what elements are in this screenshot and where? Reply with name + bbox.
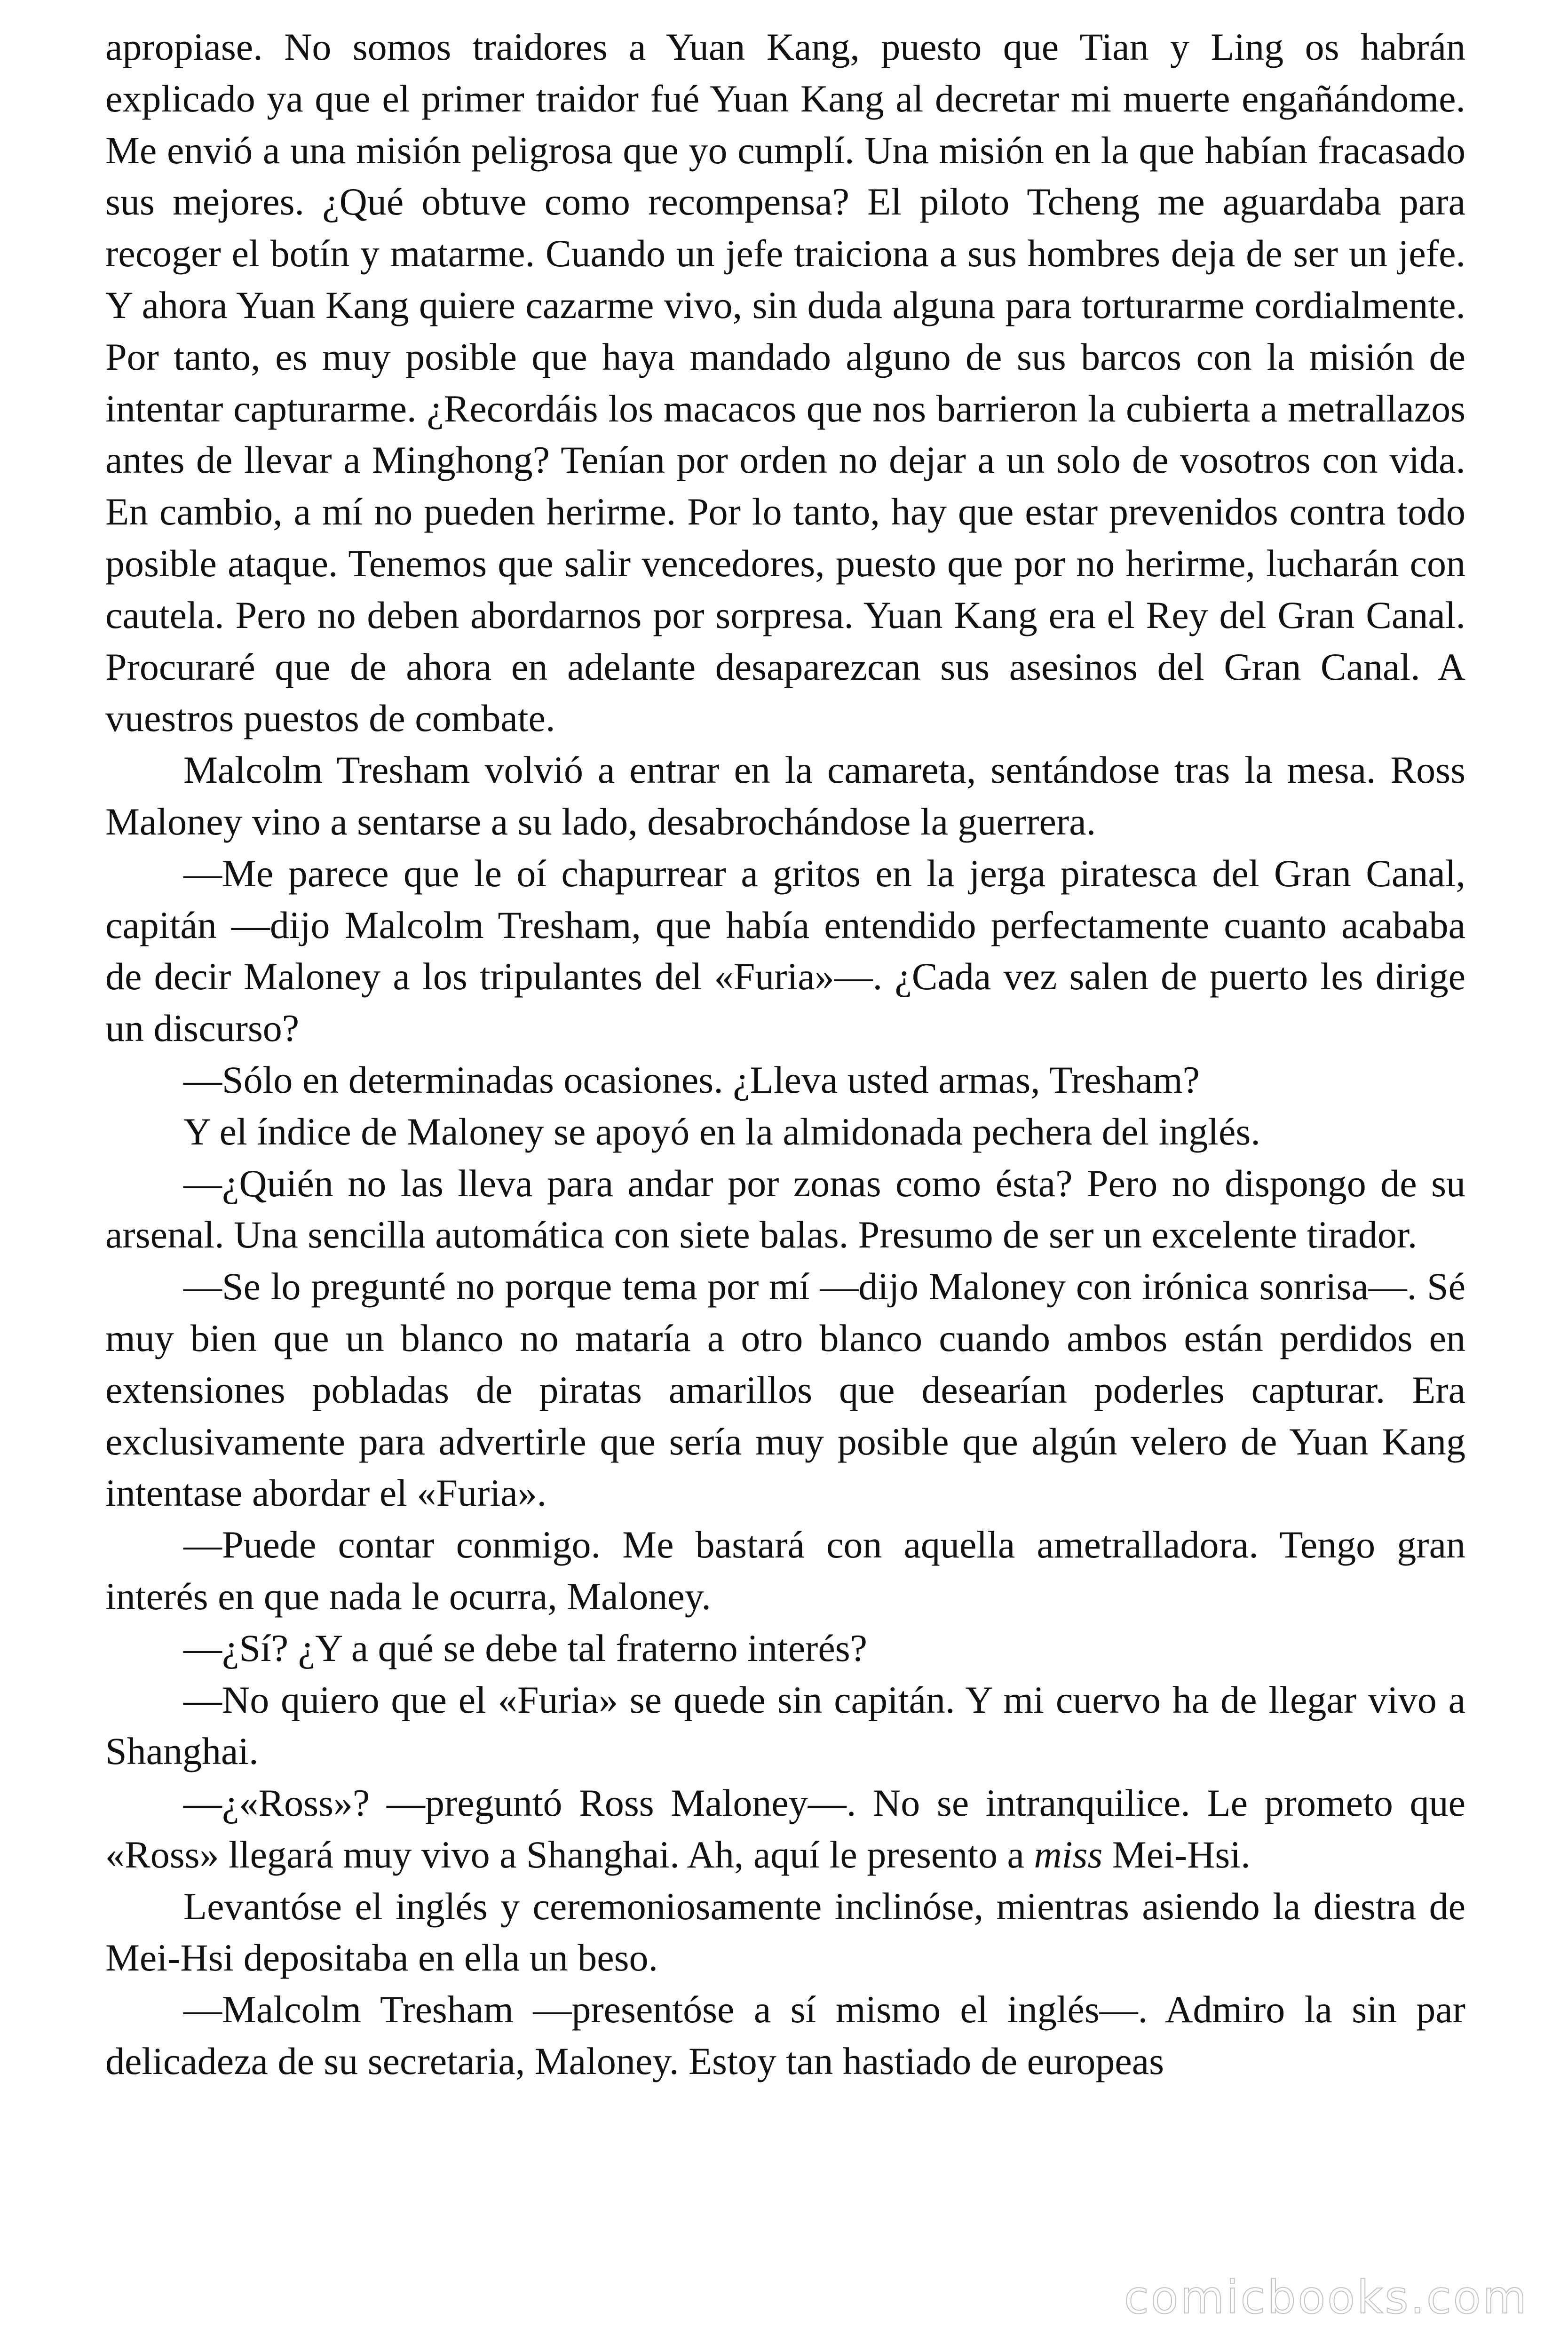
paragraph: —¿Sí? ¿Y a qué se debe tal fraterno interés? (183, 1626, 868, 1669)
paragraph: —Me parece que le oí chapurrear a gritos en la jerga piratesca del Gran Canal, capitán —dijo Malcolm Tresham, que había entendido perfectamente cuanto acababa de decir Maloney a los tripulantes del «Furia»—. ¿Cada vez salen de puerto les dirige un discurso? (105, 851, 1465, 1050)
paragraph: —No quiero que el «Furia» se quede sin capitán. Y mi cuervo ha de llegar vivo a Shanghai. (105, 1678, 1465, 1773)
paragraph-text: —¿«Ross»? —preguntó Ross Maloney—. No se intranquilice. Le prometo que «Ross» llegará muy vivo a Shanghai. Ah, aquí le presento a (105, 1781, 1465, 1876)
paragraph: —Se lo pregunté no porque tema por mí —dijo Maloney con irónica sonrisa—. Sé muy bien que un blanco no mataría a otro blanco cuando ambos están perdidos en extensiones pobladas de piratas amarillos que desearían poderles capturar. Era exclusivamente para advertirle que sería muy posible que algún velero de Yuan Kang intentase abordar el «Furia». (105, 1265, 1465, 1515)
watermark: comicbooks.com (1124, 2271, 1528, 2324)
paragraph: —¿Quién no las lleva para andar por zonas como ésta? Pero no dispongo de su arsenal. Una sencilla automática con siete balas. Presumo de ser un excelente tirador. (105, 1161, 1465, 1256)
italic-word: miss (1034, 1833, 1103, 1876)
paragraph-text: Mei-Hsi. (1102, 1833, 1251, 1876)
paragraph: —Malcolm Tresham —presentóse a sí mismo el inglés—. Admiro la sin par delicadeza de su secretaria, Maloney. Estoy tan hastiado de europeas (105, 1988, 1465, 2083)
paragraph: Malcolm Tresham volvió a entrar en la camareta, sentándose tras la mesa. Ross Maloney vino a sentarse a su lado, desabrochándose la guerrera. (105, 748, 1465, 843)
paragraph: Levantóse el inglés y ceremoniosamente inclinóse, mientras asiendo la diestra de Mei-Hsi depositaba en ella un beso. (105, 1884, 1465, 1979)
paragraph: Y el índice de Maloney se apoyó en la almidonada pechera del inglés. (183, 1110, 1260, 1153)
book-page-text (105, 21, 1465, 2087)
paragraph (105, 1777, 1465, 1881)
paragraph: apropiase. No somos traidores a Yuan Kang, puesto que Tian y Ling os habrán explicado ya que el primer traidor fué Yuan Kang al decretar mi muerte engañándome. Me envió a una misión peligrosa que yo cumplí. Una misión en la que habían fracasado sus mejores. ¿Qué obtuve como recompensa? El piloto Tcheng me aguardaba para recoger el botín y matarme. Cuando un jefe traiciona a sus hombres deja de ser un jefe. Y ahora Yuan Kang quiere cazarme vivo, sin duda alguna para torturarme cordialmente. Por tanto, es muy posible que haya mandado alguno de sus barcos con la misión de intentar capturarme. ¿Recordáis los macacos que nos barrieron la cubierta a metrallazos antes de llevar a Minghong? Tenían por orden no dejar a un solo de vosotros con vida. En cambio, a mí no pueden herirme. Por lo tanto, hay que estar prevenidos contra todo posible ataque. Tenemos que salir vencedores, puesto que por no herirme, lucharán con cautela. Pero no deben abordarnos por sorpresa. Yuan Kang era el Rey del Gran Canal. Procuraré que de ahora en adelante desaparezcan sus asesinos del Gran Canal. A vuestros puestos de combate. (105, 25, 1465, 740)
paragraph: —Sólo en determinadas ocasiones. ¿Lleva usted armas, Tresham? (183, 1058, 1200, 1101)
paragraph: —Puede contar conmigo. Me bastará con aquella ametralladora. Tengo gran interés en que nada le ocurra, Maloney. (105, 1523, 1465, 1618)
